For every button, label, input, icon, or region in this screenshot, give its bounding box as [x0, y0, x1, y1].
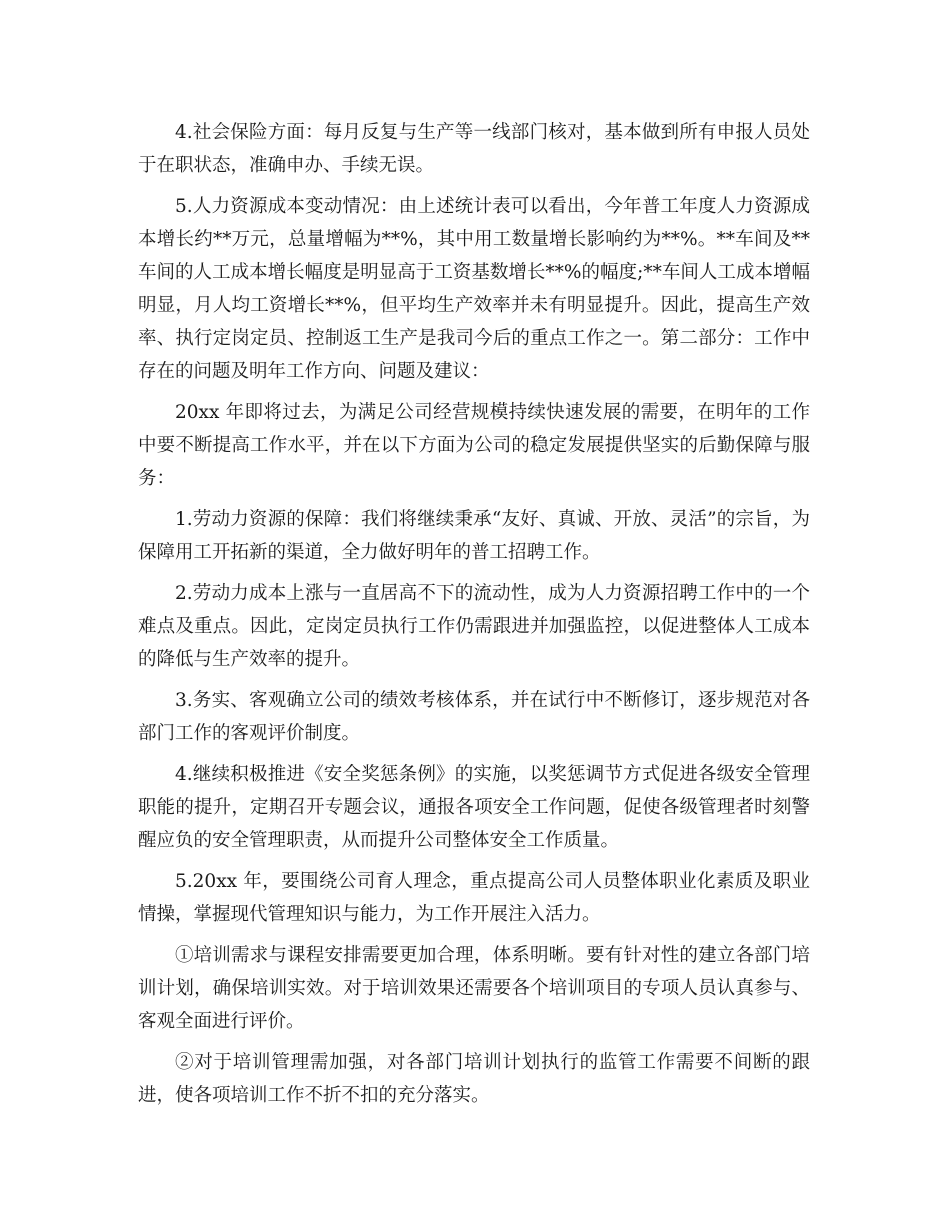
paragraph-social-insurance: 4.社会保险方面：每月反复与生产等一线部门核对，基本做到所有申报人员处于在职状态，准确申办、手续无误。 [138, 122, 810, 176]
paragraph-performance-system: 3.务实、客观确立公司的绩效考核体系，并在试行中不断修订，逐步规范对各部门工作的客观评价制度。 [138, 690, 810, 744]
document-body [138, 116, 810, 1120]
paragraph-training-goal: 5.20xx 年，要围绕公司育人理念，重点提高公司人员整体职业化素质及职业情操，掌握现代管理知识与能力，为工作开展注入活力。 [138, 871, 810, 925]
paragraph-next-year-intro: 20xx 年即将过去，为满足公司经营规模持续快速发展的需要，在明年的工作中要不断提高工作水平，并在以下方面为公司的稳定发展提供坚实的后勤保障与服务： [138, 402, 810, 489]
paragraph-safety-regulation: 4.继续积极推进《安全奖惩条例》的实施，以奖惩调节方式促进各级安全管理职能的提升，定期召开专题会议，通报各项安全工作问题，促使各级管理者时刻警醒应负的安全管理职责，从而提升公司整体安全工作质量。 [138, 764, 810, 851]
paragraph-hr-cost-change: 5.人力资源成本变动情况：由上述统计表可以看出，今年普工年度人力资源成本增长约**万元，总量增幅为**%，其中用工数量增长影响约为**%。**车间及**车间的人工成本增长幅度是明显高于工资基数增长**%的幅度;**车间人工成本增幅明显，月人均工资增长**%，但平均生产效率并未有明显提升。因此，提高生产效率、执行定岗定员、控制返工生产是我司今后的重点工作之一。第二部分：工作中存在的问题及明年工作方向、问题及建议： [138, 196, 810, 382]
paragraph-labor-cost: 2.劳动力成本上涨与一直居高不下的流动性，成为人力资源招聘工作中的一个难点及重点。因此，定岗定员执行工作仍需跟进并加强监控，以促进整体人工成本的降低与生产效率的提升。 [138, 583, 810, 670]
paragraph-training-needs: ①培训需求与课程安排需要更加合理，体系明晰。要有针对性的建立各部门培训计划，确保培训实效。对于培训效果还需要各个培训项目的专项人员认真参与、客观全面进行评价。 [138, 945, 810, 1032]
paragraph-training-management: ②对于培训管理需加强，对各部门培训计划执行的监管工作需要不间断的跟进，使各项培训工作不折不扣的充分落实。 [138, 1052, 810, 1106]
paragraph-labor-resource: 1.劳动力资源的保障：我们将继续秉承“友好、真诚、开放、灵活”的宗旨，为保障用工开拓新的渠道，全力做好明年的普工招聘工作。 [138, 509, 810, 563]
